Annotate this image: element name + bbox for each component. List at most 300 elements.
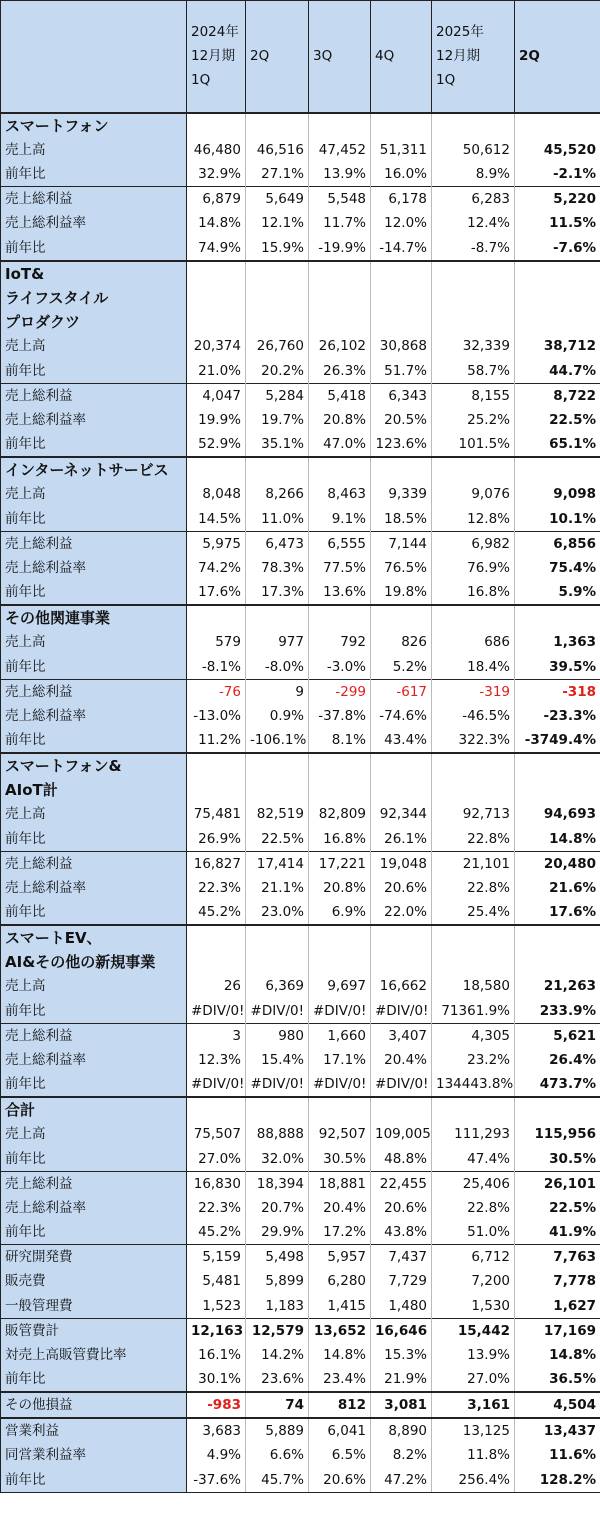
row-label: 売上総利益率 [1, 1048, 187, 1073]
section-title: 合計 [1, 1097, 187, 1122]
table-row [1, 162, 600, 187]
section-title: スマートフォン& AIoT計 [1, 753, 187, 802]
value-cell: 7,763 [515, 1245, 600, 1270]
value-cell: 18.4% [432, 655, 515, 680]
row-label: その他損益 [1, 1392, 187, 1418]
value-cell: 19.7% [246, 408, 309, 433]
value-cell: -319 [432, 679, 515, 704]
value-cell: 6,041 [309, 1418, 371, 1443]
table-row [1, 580, 600, 605]
section-blank-cell [371, 1097, 432, 1122]
value-cell: 5,159 [187, 1245, 246, 1270]
section-blank-cell [187, 605, 246, 630]
section-blank-cell [515, 1097, 600, 1122]
value-cell: 4,047 [187, 383, 246, 408]
row-label: 売上総利益率 [1, 408, 187, 433]
value-cell: 20.8% [309, 408, 371, 433]
value-cell: 35.1% [246, 432, 309, 457]
section-header-row [1, 113, 600, 138]
value-cell: 30,868 [371, 334, 432, 359]
value-cell: 51,311 [371, 138, 432, 163]
value-cell: 111,293 [432, 1122, 515, 1147]
value-cell: 26.1% [371, 827, 432, 852]
section-blank-cell [432, 753, 515, 802]
row-label: 前年比 [1, 432, 187, 457]
value-cell: 13,125 [432, 1418, 515, 1443]
value-cell: 7,144 [371, 531, 432, 556]
table-row [1, 999, 600, 1024]
section-blank-cell [515, 261, 600, 335]
value-cell: 6,555 [309, 531, 371, 556]
header-corner-cell [1, 1, 187, 113]
table-row [1, 1122, 600, 1147]
value-cell: 51.0% [432, 1220, 515, 1245]
value-cell: 19.9% [187, 408, 246, 433]
value-cell: 16.1% [187, 1343, 246, 1368]
value-cell: 45,520 [515, 138, 600, 163]
row-label: 前年比 [1, 1367, 187, 1392]
value-cell: 88,888 [246, 1122, 309, 1147]
value-cell: 82,519 [246, 802, 309, 827]
value-cell: 26,101 [515, 1171, 600, 1196]
value-cell: 82,809 [309, 802, 371, 827]
value-cell: 3,683 [187, 1418, 246, 1443]
value-cell: 22.5% [515, 1196, 600, 1221]
value-cell: 30.1% [187, 1367, 246, 1392]
table-row [1, 1468, 600, 1493]
row-label: 売上総利益率 [1, 211, 187, 236]
table-row [1, 728, 600, 753]
value-cell: 20.6% [371, 1196, 432, 1221]
value-cell: 65.1% [515, 432, 600, 457]
value-cell: 22.3% [187, 876, 246, 901]
section-blank-cell [432, 261, 515, 335]
value-cell: 22.3% [187, 1196, 246, 1221]
value-cell: 43.8% [371, 1220, 432, 1245]
value-cell: 5,481 [187, 1269, 246, 1294]
row-label: 研究開発費 [1, 1245, 187, 1270]
value-cell: 16.0% [371, 162, 432, 187]
value-cell: 5,621 [515, 1023, 600, 1048]
value-cell: 75,481 [187, 802, 246, 827]
row-label: 前年比 [1, 1072, 187, 1097]
value-cell: 18,881 [309, 1171, 371, 1196]
value-cell: 45.2% [187, 1220, 246, 1245]
value-cell: -8.1% [187, 655, 246, 680]
section-blank-cell [246, 605, 309, 630]
value-cell: 25.4% [432, 900, 515, 925]
value-cell: -3.0% [309, 655, 371, 680]
value-cell: 13.6% [309, 580, 371, 605]
table-row [1, 1318, 600, 1343]
value-cell: 23.4% [309, 1367, 371, 1392]
value-cell: -299 [309, 679, 371, 704]
section-blank-cell [515, 113, 600, 138]
section-blank-cell [371, 113, 432, 138]
section-blank-cell [309, 113, 371, 138]
value-cell: 6.9% [309, 900, 371, 925]
table-row [1, 187, 600, 212]
section-blank-cell [309, 457, 371, 482]
column-header-5: 2025年 12月期 1Q [432, 1, 515, 113]
value-cell: 8,890 [371, 1418, 432, 1443]
value-cell: 15.3% [371, 1343, 432, 1368]
value-cell: 16.8% [309, 827, 371, 852]
row-label: 前年比 [1, 507, 187, 532]
value-cell: 32.0% [246, 1147, 309, 1172]
value-cell: 12.4% [432, 211, 515, 236]
section-blank-cell [432, 113, 515, 138]
value-cell: 30.5% [309, 1147, 371, 1172]
value-cell: 23.2% [432, 1048, 515, 1073]
section-blank-cell [432, 1097, 515, 1122]
row-label: 売上高 [1, 138, 187, 163]
section-blank-cell [187, 753, 246, 802]
table-row [1, 531, 600, 556]
table-row [1, 1147, 600, 1172]
table-row [1, 359, 600, 384]
value-cell: 17,414 [246, 851, 309, 876]
value-cell: 20.2% [246, 359, 309, 384]
value-cell: 9,339 [371, 482, 432, 507]
value-cell: 22.8% [432, 876, 515, 901]
value-cell: 8,048 [187, 482, 246, 507]
table-row [1, 655, 600, 680]
value-cell: -8.0% [246, 655, 309, 680]
value-cell: 23.6% [246, 1367, 309, 1392]
value-cell: 12.1% [246, 211, 309, 236]
table-row [1, 876, 600, 901]
value-cell: 3,161 [432, 1392, 515, 1418]
value-cell: 6,283 [432, 187, 515, 212]
value-cell: 1,660 [309, 1023, 371, 1048]
value-cell: 12,163 [187, 1318, 246, 1343]
value-cell: 48.8% [371, 1147, 432, 1172]
column-header-3: 3Q [309, 1, 371, 113]
value-cell: 74 [246, 1392, 309, 1418]
value-cell: 22.5% [515, 408, 600, 433]
value-cell: 7,778 [515, 1269, 600, 1294]
value-cell: 17,221 [309, 851, 371, 876]
value-cell: 26 [187, 974, 246, 999]
value-cell: 47.4% [432, 1147, 515, 1172]
value-cell: 5,649 [246, 187, 309, 212]
section-blank-cell [187, 1097, 246, 1122]
section-header-row [1, 457, 600, 482]
table-row [1, 556, 600, 581]
value-cell: -13.0% [187, 704, 246, 729]
value-cell: 22.5% [246, 827, 309, 852]
value-cell: -46.5% [432, 704, 515, 729]
table-row [1, 138, 600, 163]
row-label: 前年比 [1, 1220, 187, 1245]
row-label: 売上総利益 [1, 851, 187, 876]
value-cell: -2.1% [515, 162, 600, 187]
value-cell: 14.2% [246, 1343, 309, 1368]
value-cell: 44.7% [515, 359, 600, 384]
value-cell: 6,879 [187, 187, 246, 212]
value-cell: 27.0% [432, 1367, 515, 1392]
value-cell: 109,005 [371, 1122, 432, 1147]
value-cell: 8,722 [515, 383, 600, 408]
value-cell: 39.5% [515, 655, 600, 680]
value-cell: 16,646 [371, 1318, 432, 1343]
value-cell: 92,713 [432, 802, 515, 827]
row-label: 前年比 [1, 1147, 187, 1172]
value-cell: -617 [371, 679, 432, 704]
value-cell: 76.5% [371, 556, 432, 581]
value-cell: 25.2% [432, 408, 515, 433]
value-cell: 17.3% [246, 580, 309, 605]
value-cell: 12.0% [371, 211, 432, 236]
value-cell: 13,652 [309, 1318, 371, 1343]
value-cell: 11.8% [432, 1443, 515, 1468]
section-header-row [1, 753, 600, 802]
value-cell: 13,437 [515, 1418, 600, 1443]
value-cell: 20.8% [309, 876, 371, 901]
value-cell: 21,101 [432, 851, 515, 876]
value-cell: 20.4% [371, 1048, 432, 1073]
value-cell: 6,473 [246, 531, 309, 556]
value-cell: 14.8% [515, 1343, 600, 1368]
value-cell: 1,183 [246, 1294, 309, 1319]
value-cell: 5,957 [309, 1245, 371, 1270]
value-cell: 256.4% [432, 1468, 515, 1493]
table-row [1, 236, 600, 261]
value-cell: 7,437 [371, 1245, 432, 1270]
value-cell: 9,076 [432, 482, 515, 507]
section-header-row [1, 261, 600, 335]
value-cell: #DIV/0! [371, 1072, 432, 1097]
row-label: 前年比 [1, 359, 187, 384]
table-row [1, 1418, 600, 1443]
value-cell: 74.9% [187, 236, 246, 261]
value-cell: 19,048 [371, 851, 432, 876]
value-cell: 27.0% [187, 1147, 246, 1172]
value-cell: 26.4% [515, 1048, 600, 1073]
section-blank-cell [246, 925, 309, 974]
value-cell: 5,975 [187, 531, 246, 556]
table-row [1, 1367, 600, 1392]
row-label: 売上高 [1, 482, 187, 507]
value-cell: 977 [246, 630, 309, 655]
value-cell: 1,480 [371, 1294, 432, 1319]
value-cell: 21.1% [246, 876, 309, 901]
section-blank-cell [432, 925, 515, 974]
value-cell: 18.5% [371, 507, 432, 532]
value-cell: 47.0% [309, 432, 371, 457]
value-cell: 29.9% [246, 1220, 309, 1245]
value-cell: -14.7% [371, 236, 432, 261]
value-cell: 50,612 [432, 138, 515, 163]
row-label: 前年比 [1, 999, 187, 1024]
value-cell: 579 [187, 630, 246, 655]
value-cell: 17.1% [309, 1048, 371, 1073]
value-cell: 6,712 [432, 1245, 515, 1270]
row-label: 売上総利益 [1, 1171, 187, 1196]
column-header-6: 2Q [515, 1, 600, 113]
value-cell: 5.9% [515, 580, 600, 605]
value-cell: 15.4% [246, 1048, 309, 1073]
section-blank-cell [371, 753, 432, 802]
value-cell: 43.4% [371, 728, 432, 753]
value-cell: -8.7% [432, 236, 515, 261]
row-label: 販管費計 [1, 1318, 187, 1343]
row-label: 売上高 [1, 802, 187, 827]
value-cell: 16,830 [187, 1171, 246, 1196]
table-row [1, 1023, 600, 1048]
value-cell: #DIV/0! [187, 1072, 246, 1097]
value-cell: #DIV/0! [246, 999, 309, 1024]
value-cell: 12,579 [246, 1318, 309, 1343]
value-cell: 52.9% [187, 432, 246, 457]
value-cell: 19.8% [371, 580, 432, 605]
table-row [1, 827, 600, 852]
table-row [1, 1220, 600, 1245]
column-header-4: 4Q [371, 1, 432, 113]
section-title: スマートEV、 AI&その他の新規事業 [1, 925, 187, 974]
section-blank-cell [515, 753, 600, 802]
value-cell: 4,305 [432, 1023, 515, 1048]
value-cell: 21.9% [371, 1367, 432, 1392]
table-row [1, 974, 600, 999]
value-cell: 12.3% [187, 1048, 246, 1073]
section-blank-cell [371, 605, 432, 630]
table-row [1, 1343, 600, 1368]
value-cell: 826 [371, 630, 432, 655]
value-cell: 78.3% [246, 556, 309, 581]
table-row [1, 211, 600, 236]
value-cell: 11.5% [515, 211, 600, 236]
table-row [1, 1171, 600, 1196]
value-cell: 123.6% [371, 432, 432, 457]
value-cell: 5,498 [246, 1245, 309, 1270]
value-cell: 16,662 [371, 974, 432, 999]
value-cell: 20,374 [187, 334, 246, 359]
value-cell: 13.9% [432, 1343, 515, 1368]
value-cell: 3,081 [371, 1392, 432, 1418]
value-cell: 22.8% [432, 1196, 515, 1221]
value-cell: -37.6% [187, 1468, 246, 1493]
value-cell: 8.9% [432, 162, 515, 187]
value-cell: 21.0% [187, 359, 246, 384]
value-cell: 5.2% [371, 655, 432, 680]
value-cell: 17.6% [187, 580, 246, 605]
value-cell: 26,102 [309, 334, 371, 359]
row-label: 売上総利益 [1, 531, 187, 556]
value-cell: 21,263 [515, 974, 600, 999]
section-blank-cell [371, 261, 432, 335]
table-row [1, 1196, 600, 1221]
row-label: 一般管理費 [1, 1294, 187, 1319]
value-cell: 1,627 [515, 1294, 600, 1319]
value-cell: 20.6% [309, 1468, 371, 1493]
value-cell: 14.8% [515, 827, 600, 852]
value-cell: #DIV/0! [246, 1072, 309, 1097]
value-cell: -37.8% [309, 704, 371, 729]
value-cell: 13.9% [309, 162, 371, 187]
section-blank-cell [246, 753, 309, 802]
value-cell: 22,455 [371, 1171, 432, 1196]
value-cell: 101.5% [432, 432, 515, 457]
value-cell: -19.9% [309, 236, 371, 261]
value-cell: 8,266 [246, 482, 309, 507]
value-cell: 21.6% [515, 876, 600, 901]
value-cell: 75.4% [515, 556, 600, 581]
value-cell: 9 [246, 679, 309, 704]
value-cell: 115,956 [515, 1122, 600, 1147]
row-label: 販売費 [1, 1269, 187, 1294]
section-title: インターネットサービス [1, 457, 187, 482]
table-row [1, 1269, 600, 1294]
value-cell: 3 [187, 1023, 246, 1048]
row-label: 売上高 [1, 334, 187, 359]
value-cell: 6,280 [309, 1269, 371, 1294]
value-cell: 6.5% [309, 1443, 371, 1468]
section-blank-cell [309, 605, 371, 630]
section-blank-cell [246, 113, 309, 138]
table-row [1, 408, 600, 433]
section-blank-cell [515, 457, 600, 482]
value-cell: 77.5% [309, 556, 371, 581]
value-cell: 17.6% [515, 900, 600, 925]
section-blank-cell [187, 113, 246, 138]
value-cell: 4,504 [515, 1392, 600, 1418]
value-cell: 22.8% [432, 827, 515, 852]
value-cell: 10.1% [515, 507, 600, 532]
value-cell: 128.2% [515, 1468, 600, 1493]
value-cell: 9.1% [309, 507, 371, 532]
value-cell: 18,580 [432, 974, 515, 999]
table-body [1, 1, 600, 1493]
value-cell: 26.3% [309, 359, 371, 384]
value-cell: 14.8% [309, 1343, 371, 1368]
section-header-row [1, 1097, 600, 1122]
value-cell: 6,178 [371, 187, 432, 212]
row-label: 前年比 [1, 580, 187, 605]
value-cell: 11.7% [309, 211, 371, 236]
value-cell: 473.7% [515, 1072, 600, 1097]
row-label: 前年比 [1, 162, 187, 187]
value-cell: 46,480 [187, 138, 246, 163]
value-cell: 1,363 [515, 630, 600, 655]
value-cell: 5,284 [246, 383, 309, 408]
value-cell: 15.9% [246, 236, 309, 261]
value-cell: 6,982 [432, 531, 515, 556]
value-cell: 8.2% [371, 1443, 432, 1468]
section-blank-cell [187, 261, 246, 335]
section-blank-cell [309, 925, 371, 974]
value-cell: 75,507 [187, 1122, 246, 1147]
value-cell: 6.6% [246, 1443, 309, 1468]
value-cell: 26.9% [187, 827, 246, 852]
value-cell: 3,407 [371, 1023, 432, 1048]
value-cell: 686 [432, 630, 515, 655]
value-cell: 30.5% [515, 1147, 600, 1172]
value-cell: 233.9% [515, 999, 600, 1024]
table-row [1, 1443, 600, 1468]
row-label: 前年比 [1, 728, 187, 753]
table-row [1, 851, 600, 876]
value-cell: 20.6% [371, 876, 432, 901]
value-cell: 47,452 [309, 138, 371, 163]
table-row [1, 507, 600, 532]
value-cell: 16.8% [432, 580, 515, 605]
value-cell: -3749.4% [515, 728, 600, 753]
section-blank-cell [309, 1097, 371, 1122]
value-cell: 792 [309, 630, 371, 655]
value-cell: 5,220 [515, 187, 600, 212]
